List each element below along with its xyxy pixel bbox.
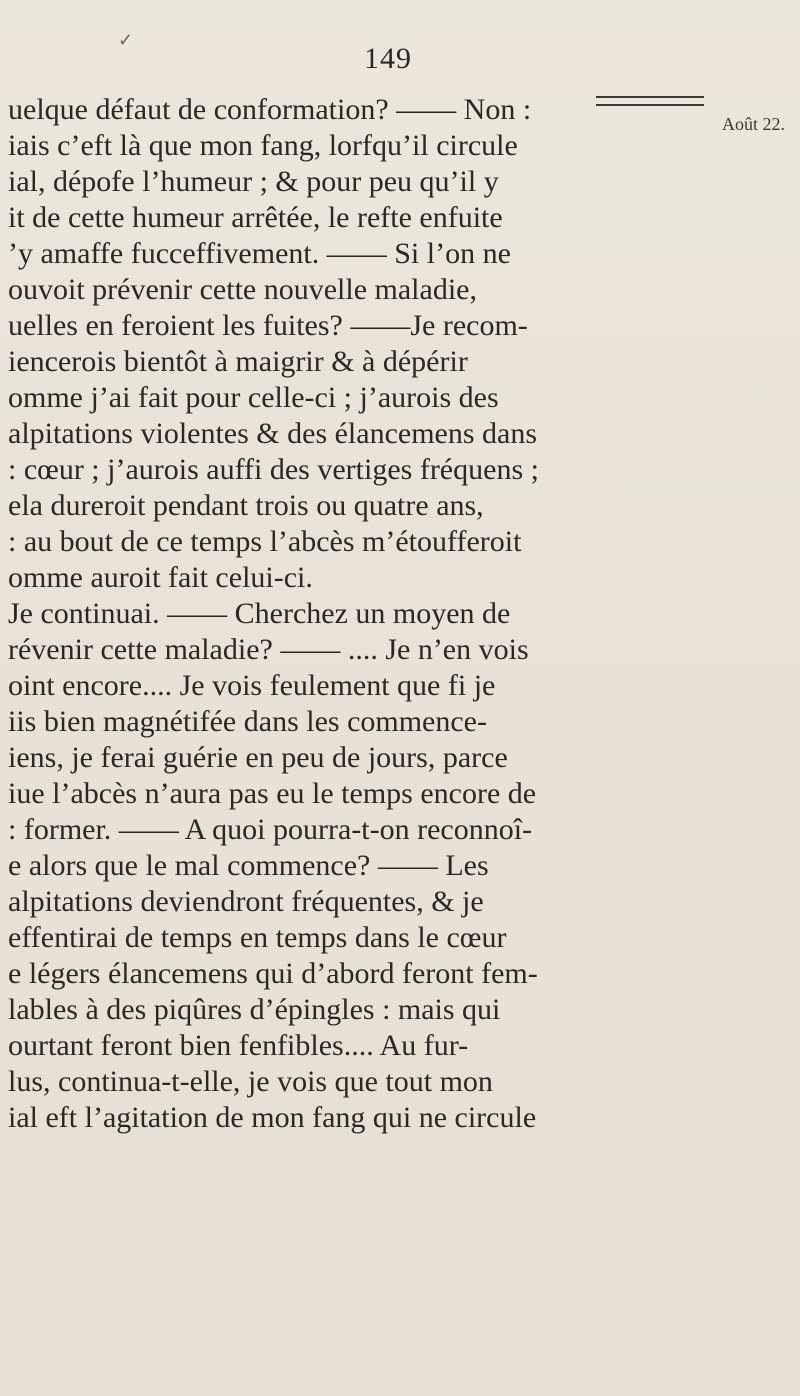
text-line: oint encore.... Je vois feulement que fi je — [8, 669, 496, 702]
page-number: 149 — [364, 42, 412, 75]
text-line: uelque défaut de conformation? —— Non : — [8, 93, 532, 126]
text-line: lables à des piqûres d’épingles : mais qui — [8, 993, 501, 1026]
text-line: ’y amaffe fucceffivement. —— Si l’on ne — [8, 237, 511, 270]
text-line: révenir cette maladie? —— .... Je n’en vois — [8, 633, 529, 666]
text-line: lus, continua-t-elle, je vois que tout mon — [8, 1065, 493, 1098]
text-line: : cœur ; j’aurois auffi des vertiges fréquens ; — [8, 453, 539, 486]
margin-note-date: Août 22. — [722, 114, 785, 134]
corner-pencil-mark: ✓ — [118, 30, 134, 51]
text-line: it de cette humeur arrêtée, le refte enfuite — [8, 201, 503, 234]
text-line: : former. —— A quoi pourra-t-on reconnoî- — [8, 813, 533, 846]
text-line: iis bien magnétifée dans les commence- — [8, 705, 487, 738]
text-line: uelles en feroient les fuites? ——Je recom- — [8, 309, 528, 342]
text-line: iencerois bientôt à maigrir & à dépérir — [8, 345, 468, 378]
text-line: e légers élancemens qui d’abord feront fem- — [8, 957, 538, 990]
text-line: omme j’ai fait pour celle-ci ; j’aurois des — [8, 381, 499, 414]
text-line: iue l’abcès n’aura pas eu le temps encore de — [8, 777, 537, 810]
text-line: Je continuai. —— Cherchez un moyen de — [8, 597, 511, 630]
text-line: ial eft l’agitation de mon fang qui ne circule — [8, 1101, 537, 1134]
text-line: iais c’eft là que mon fang, lorfqu’il circule — [8, 129, 518, 162]
text-line: alpitations violentes & des élancemens dans — [8, 417, 538, 450]
text-line: omme auroit fait celui-ci. — [8, 561, 313, 594]
text-line: ourtant feront bien fenfibles.... Au fur- — [8, 1029, 469, 1062]
text-line: effentirai de temps en temps dans le cœur — [8, 921, 507, 954]
text-line: ouvoit prévenir cette nouvelle maladie, — [8, 273, 477, 306]
margin-rule-mark — [596, 96, 704, 106]
text-line: : au bout de ce temps l’abcès m’étoufferoit — [8, 525, 522, 558]
text-line: ela dureroit pendant trois ou quatre ans, — [8, 489, 484, 522]
text-line: ial, dépofe l’humeur ; & pour peu qu’il y — [8, 165, 499, 198]
text-line: e alors que le mal commence? —— Les — [8, 849, 489, 882]
text-line: alpitations deviendront fréquentes, & je — [8, 885, 484, 918]
text-line: iens, je ferai guérie en peu de jours, parce — [8, 741, 508, 774]
